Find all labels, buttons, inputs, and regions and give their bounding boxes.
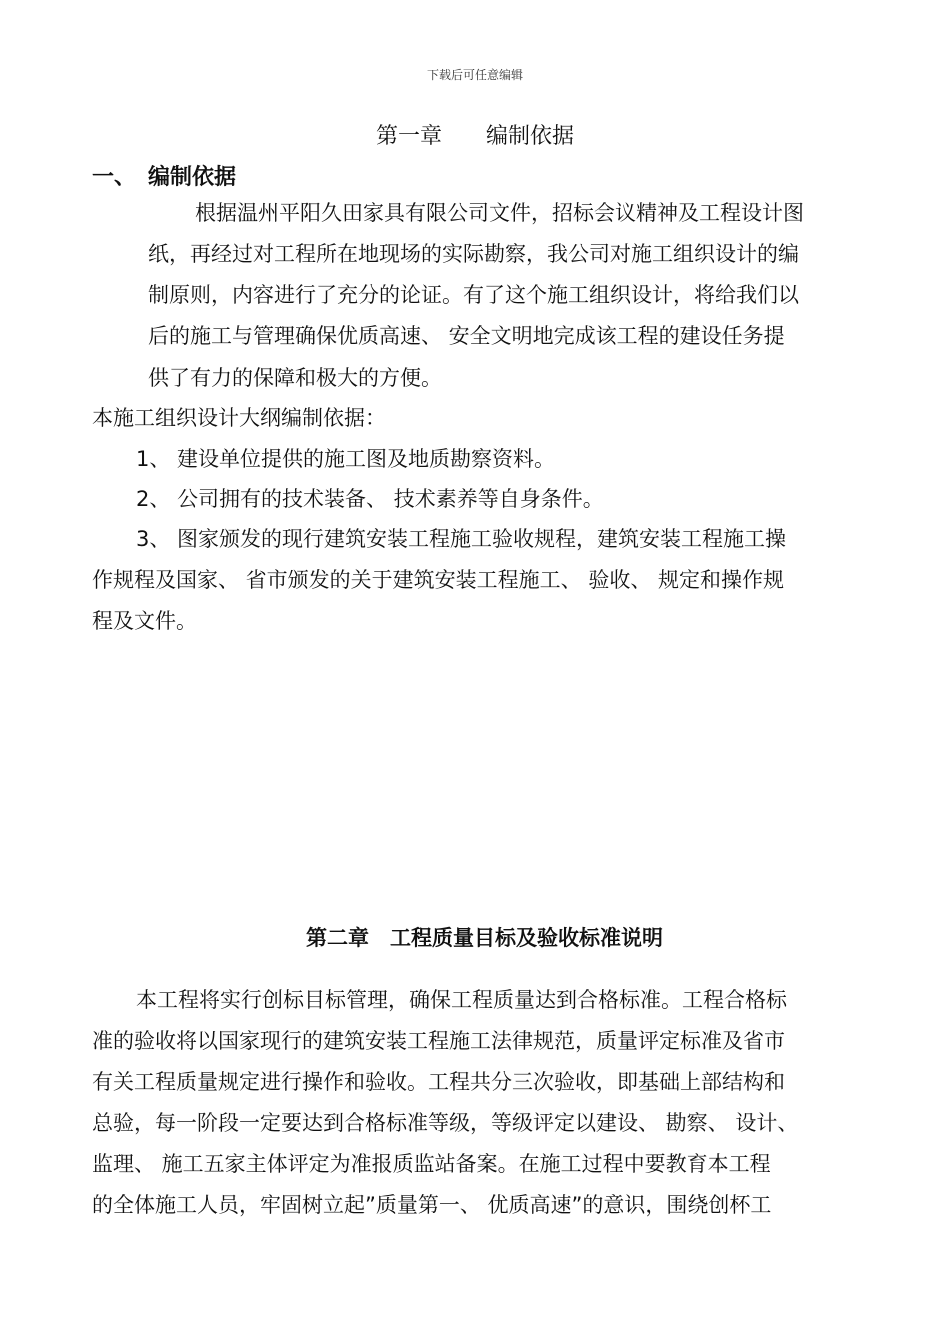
paragraph-line: 后的施工与管理确保优质高速、 安全文明地完成该工程的建设任务提	[148, 324, 785, 348]
basis-item-continuation: 程及文件。	[92, 609, 197, 633]
basis-item: 3、 图家颁发的现行建筑安装工程施工验收规程，建筑安装工程施工操	[136, 527, 787, 551]
basis-item: 1、 建设单位提供的施工图及地质勘察资料。	[136, 447, 556, 471]
paragraph-line: 总验，每一阶段一定要达到合格标准等级，等级评定以建设、 勘察、 设计、	[92, 1111, 799, 1135]
basis-item-continuation: 作规程及国家、 省市颁发的关于建筑安装工程施工、 验收、 规定和操作规	[92, 568, 785, 592]
paragraph-line: 纸，再经过对工程所在地现场的实际勘察，我公司对施工组织设计的编	[148, 242, 799, 266]
page-header: 下载后可任意编辑	[426, 68, 523, 82]
section-number: 一、	[92, 165, 137, 190]
paragraph-line: 根据温州平阳久田家具有限公司文件，招标会议精神及工程设计图	[195, 201, 804, 225]
basis-intro: 本施工组织设计大纲编制依据：	[92, 406, 386, 430]
paragraph-line: 本工程将实行创标目标管理，确保工程质量达到合格标准。工程合格标	[136, 988, 787, 1012]
paragraph-line: 监理、 施工五家主体评定为准报质监站备案。在施工过程中要教育本工程	[92, 1152, 771, 1176]
paragraph-line: 的全体施工人员，牢固树立起”质量第一、 优质高速”的意识，围绕创杯工	[92, 1193, 772, 1217]
paragraph-line: 制原则，内容进行了充分的论证。有了这个施工组织设计，将给我们以	[148, 283, 799, 307]
paragraph-line: 有关工程质量规定进行操作和验收。工程共分三次验收，即基础上部结构和	[92, 1070, 785, 1094]
basis-item: 2、 公司拥有的技术装备、 技术素养等自身条件。	[136, 487, 604, 511]
paragraph-line: 供了有力的保障和极大的方便。	[148, 366, 442, 390]
chapter2-title: 第二章 工程质量目标及验收标准说明	[306, 926, 663, 950]
section-title: 编制依据	[148, 165, 237, 190]
chapter1-title: 第一章 编制依据	[375, 124, 574, 149]
paragraph-line: 准的验收将以国家现行的建筑安装工程施工法律规范，质量评定标准及省市	[92, 1029, 785, 1053]
